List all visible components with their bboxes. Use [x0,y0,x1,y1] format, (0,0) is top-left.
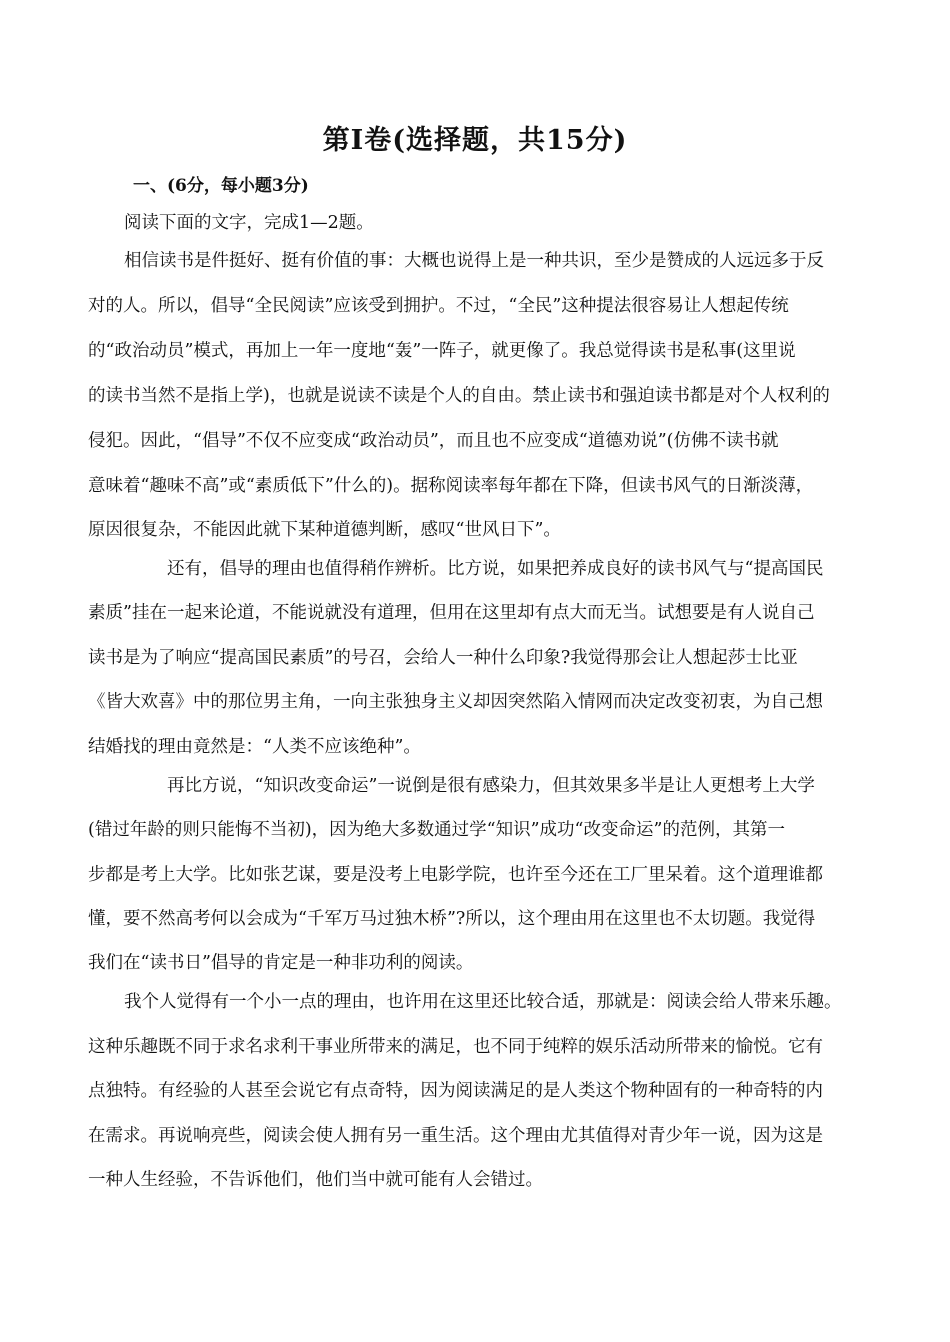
paragraph-1-line-5: 侵犯。因此，“倡导”不仅不应变成“政治动员”，而且也不应变成“道德劝说”(仿佛不读书就 [88,431,779,451]
paragraph-4-line-2: 这种乐趣既不同于求名求利干事业所带来的满足，也不同于纯粹的娱乐活动所带来的愉悦。它有 [88,1037,823,1057]
paragraph-4-line-1: 我个人觉得有一个小一点的理由，也许用在这里还比较合适，那就是：阅读会给人带来乐趣。 [124,992,842,1012]
paragraph-1-line-2: 对的人。所以，倡导“全民阅读”应该受到拥护。不过，“全民”这种提法很容易让人想起传统 [88,296,789,316]
paragraph-1-line-1: 相信读书是件挺好、挺有价值的事：大概也说得上是一种共识，至少是赞成的人远远多于反 [124,251,824,271]
paragraph-2-line-4: 《皆大欢喜》中的那位男主角，一向主张独身主义却因突然陷入情网而决定改变初衷，为自己想 [88,692,823,712]
paragraph-2-line-1: 还有，倡导的理由也值得稍作辨析。比方说，如果把养成良好的读书风气与“提高国民 [167,559,824,579]
paragraph-3-line-4: 懂，要不然高考何以会成为“千军万马过独木桥”?所以，这个理由用在这里也不太切题。我觉得 [88,909,816,929]
page-title: 第Ⅰ卷(选择题，共15分) [322,125,628,156]
paragraph-4-line-3: 点独特。有经验的人甚至会说它有点奇特，因为阅读满足的是人类这个物种固有的一种奇特的内 [88,1081,823,1101]
paragraph-1-line-4: 的读书当然不是指上学)，也就是说读不读是个人的自由。禁止读书和强迫读书都是对个人权利的 [88,386,830,406]
paragraph-4-line-5: 一种人生经验，不告诉他们，他们当中就可能有人会错过。 [88,1170,543,1190]
paragraph-3-line-5: 我们在“读书日”倡导的肯定是一种非功利的阅读。 [88,953,474,973]
paragraph-1-line-7: 原因很复杂，不能因此就下某种道德判断，感叹“世风日下”。 [88,520,561,540]
paragraph-2-line-5: 结婚找的理由竟然是：“人类不应该绝种”。 [88,737,421,757]
paragraph-3-line-2: (错过年龄的则只能悔不当初)，因为绝大多数通过学“知识”成功“改变命运”的范例，其第一 [88,820,785,840]
paragraph-4-line-4: 在需求。再说响亮些，阅读会使人拥有另一重生活。这个理由尤其值得对青少年一说，因为这是 [88,1126,823,1146]
paragraph-3-line-3: 步都是考上大学。比如张艺谋，要是没考上电影学院，也许至今还在工厂里呆着。这个道理谁都 [88,865,823,885]
paragraph-3-line-1: 再比方说，“知识改变命运”一说倒是很有感染力，但其效果多半是让人更想考上大学 [167,776,815,796]
paragraph-1-line-3: 的“政治动员”模式，再加上一年一度地“轰”一阵子，就更像了。我总觉得读书是私事(这里说 [88,341,796,361]
section-heading: 一、(6分，每小题3分) [133,176,309,196]
paragraph-2-line-3: 读书是为了响应“提高国民素质”的号召，会给人一种什么印象?我觉得那会让人想起莎士比亚 [88,648,798,668]
instruction-text: 阅读下面的文字，完成1—2题。 [124,213,374,233]
paragraph-1-line-6: 意味着“趣味不高”或“素质低下”什么的)。据称阅读率每年都在下降，但读书风气的日渐淡薄， [88,476,814,496]
paragraph-2-line-2: 素质”挂在一起来论道，不能说就没有道理，但用在这里却有点大而无当。试想要是有人说自己 [88,603,815,623]
